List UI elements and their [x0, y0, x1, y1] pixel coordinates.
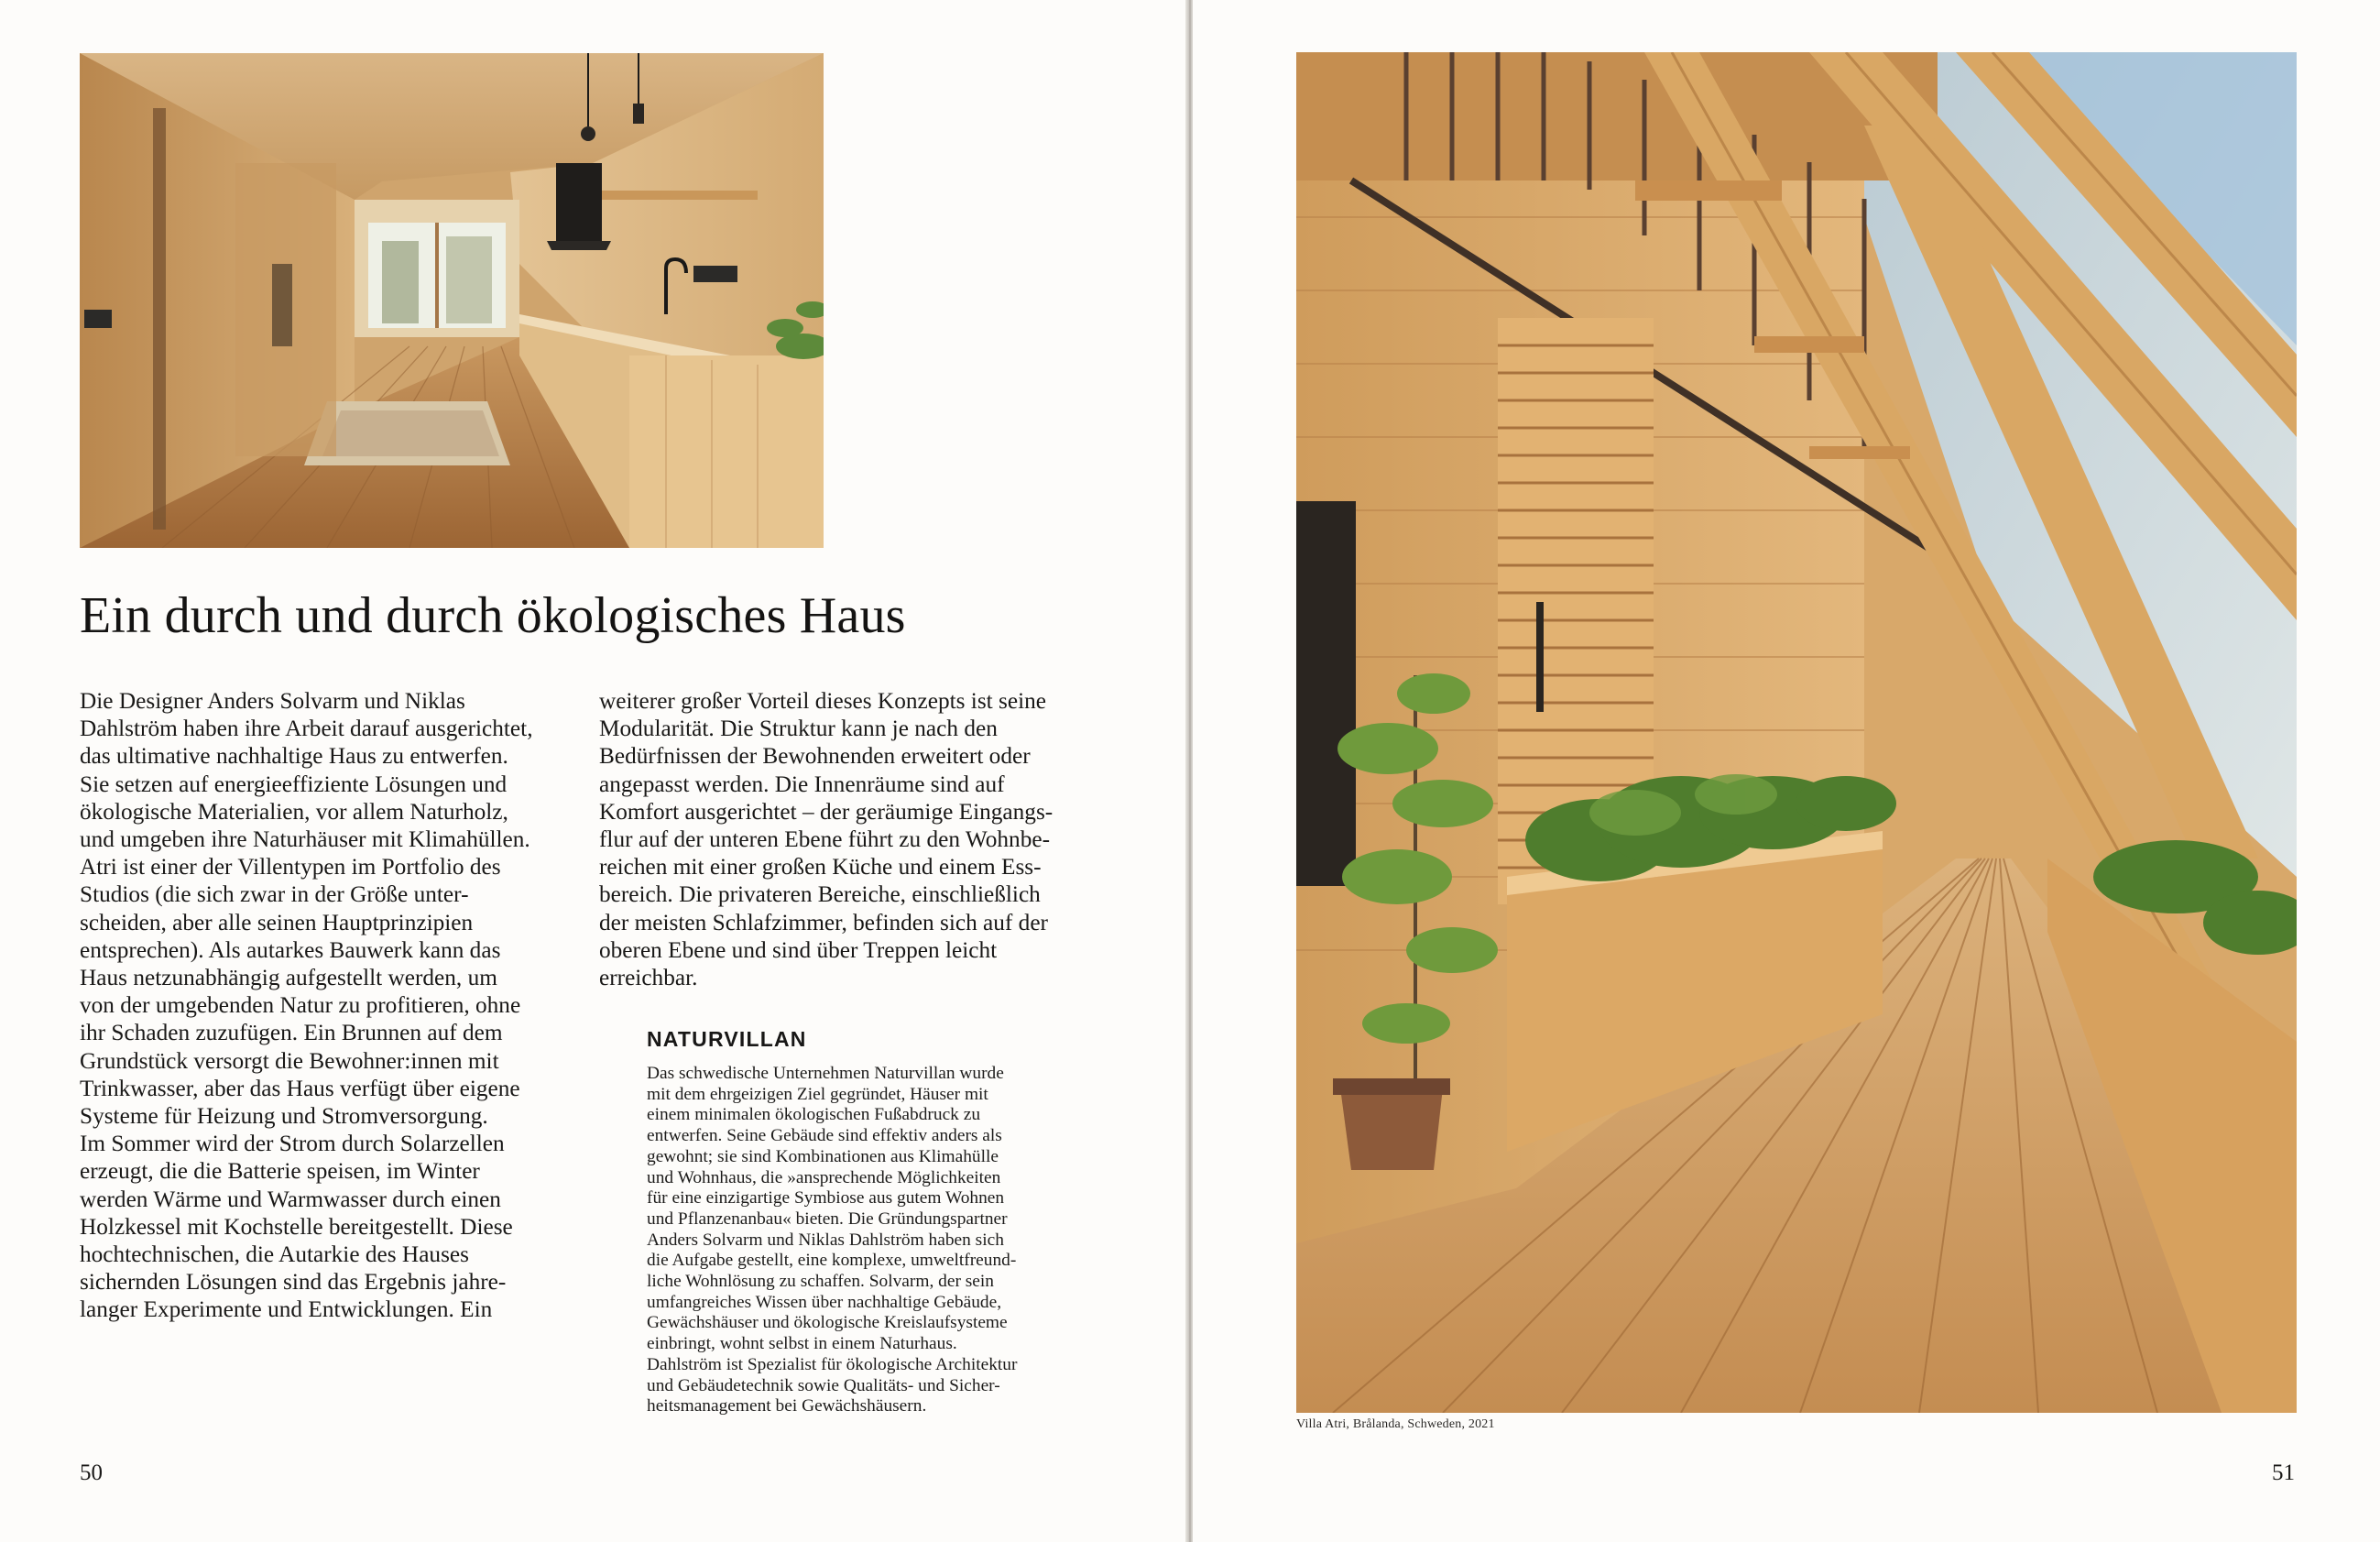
body-text-line: Trinkwasser, aber das Haus verfügt über eigene — [80, 1075, 520, 1101]
body-text-line: flur auf der unteren Ebene führt zu den Wohnbe- — [599, 826, 1050, 853]
body-text-line: ihr Schaden zuzufügen. Ein Brunnen auf dem — [80, 1020, 503, 1046]
body-text-line: scheiden, aber alle seinen Hauptprinzipien — [80, 909, 474, 935]
body-text-line: Die Designer Anders Solvarm und Niklas — [80, 688, 465, 714]
body-text-line: werden Wärme und Warmwasser durch einen — [80, 1186, 501, 1212]
sidebar-text-line: die Aufgabe gestellt, eine komplexe, umweltfreund- — [647, 1251, 1017, 1271]
body-text-line: entsprechen). Als autarkes Bauwerk kann das — [80, 936, 501, 963]
sidebar-text-line: und Pflanzenanbau« bieten. Die Gründungspartner — [647, 1208, 1008, 1229]
sidebar-text-line: einbringt, wohnt selbst in einem Naturhaus. — [647, 1334, 957, 1354]
body-text-line: Systeme für Heizung und Stromversorgung. — [80, 1103, 488, 1130]
body-text-line: sichernden Lösungen sind das Ergebnis jahre- — [80, 1269, 507, 1296]
body-text-line: reichen mit einer großen Küche und einem Ess- — [599, 854, 1042, 880]
body-text-line: Holzkessel mit Kochstelle bereitgestellt. Diese — [80, 1213, 513, 1240]
body-text-line: angepasst werden. Die Innenräume sind auf — [599, 771, 1005, 797]
body-text-line: Bedürfnissen der Bewohnenden erweitert oder — [599, 743, 1031, 770]
article-headline: Ein durch und durch ökologisches Haus — [80, 587, 906, 644]
sidebar-text-line: Dahlström ist Spezialist für ökologische Architektur — [647, 1354, 1018, 1374]
photo-caption: Villa Atri, Brålanda, Schweden, 2021 — [1296, 1417, 1495, 1431]
page-number-right: 51 — [2272, 1460, 2295, 1485]
body-text-line: Dahlström haben ihre Arbeit darauf ausgerichtet, — [80, 716, 533, 742]
body-text-column-2 — [599, 687, 1075, 991]
body-text-line: Komfort ausgerichtet – der geräumige Eingangs- — [599, 798, 1054, 825]
body-text-column-1 — [80, 687, 556, 1324]
sidebar-text-line: liche Wohnlösung zu schaffen. Solvarm, der sein — [647, 1272, 994, 1292]
sidebar-text-line: mit dem ehrgeizigen Ziel gegründet, Häuser mit — [647, 1084, 988, 1104]
body-text-line: Modularität. Die Struktur kann je nach den — [599, 716, 998, 742]
body-text-line: und umgeben ihre Naturhäuser mit Klimahüllen. — [80, 826, 530, 853]
body-text-line: bereich. Die privateren Bereiche, einschließlich — [599, 881, 1041, 908]
body-text-line: Grundstück versorgt die Bewohner:innen mit — [80, 1047, 499, 1074]
body-text-line: der meisten Schlafzimmer, befinden sich auf der — [599, 909, 1048, 935]
body-text-line: ökologische Materialien, vor allem Naturholz, — [80, 798, 508, 825]
greenhouse-photo — [1296, 52, 2297, 1413]
body-text-line: erzeugt, die die Batterie speisen, im Winter — [80, 1158, 480, 1185]
sidebar-title: NATURVILLAN — [647, 1027, 807, 1051]
body-text-line: langer Experimente und Entwicklungen. Ein — [80, 1296, 493, 1323]
left-page — [0, 0, 1187, 1542]
body-text-line: von der umgebenden Natur zu profitieren, ohne — [80, 992, 521, 1019]
body-text-line: weiterer großer Vorteil dieses Konzepts ist seine — [599, 688, 1047, 714]
body-text-line: Im Sommer wird der Strom durch Solarzellen — [80, 1131, 505, 1157]
sidebar-text-line: für eine einzigartige Symbiose aus gutem Wohnen — [647, 1188, 1005, 1208]
sidebar-text-line: gewohnt; sie sind Kombinationen aus Klimahülle — [647, 1146, 999, 1166]
body-text-line: erreichbar. — [599, 965, 698, 991]
body-text-line: Studios (die sich zwar in der Größe unter- — [80, 881, 469, 908]
body-text-line: Sie setzen auf energieeffiziente Lösungen und — [80, 771, 508, 797]
sidebar-text-line: Anders Solvarm und Niklas Dahlström haben sich — [647, 1230, 1004, 1250]
body-text-line: Haus netzunabhängig aufgestellt werden, um — [80, 965, 497, 991]
page-number-left: 50 — [80, 1460, 103, 1485]
sidebar-body — [647, 1064, 1086, 1417]
body-text-line: das ultimative nachhaltige Haus zu entwerfen. — [80, 743, 508, 770]
kitchen-photo — [80, 53, 824, 548]
naturvillan-sidebar — [647, 1025, 1086, 1417]
sidebar-text-line: einem minimalen ökologischen Fußabdruck zu — [647, 1105, 981, 1125]
sidebar-text-line: und Wohnhaus, die »ansprechende Möglichkeiten — [647, 1167, 1001, 1187]
body-text-line: Atri ist einer der Villentypen im Portfolio des — [80, 854, 501, 880]
sidebar-text-line: und Gebäudetechnik sowie Qualitäts- und Sicher- — [647, 1375, 1000, 1395]
sidebar-text-line: umfangreiches Wissen über nachhaltige Gebäude, — [647, 1292, 1002, 1312]
sidebar-text-line: Das schwedische Unternehmen Naturvillan wurde — [647, 1064, 1004, 1083]
body-text-line: hochtechnischen, die Autarkie des Hauses — [80, 1241, 469, 1268]
body-text-line: oberen Ebene und sind über Treppen leicht — [599, 936, 998, 963]
sidebar-text-line: heitsmanagement bei Gewächshäusern. — [647, 1396, 927, 1416]
sidebar-text-line: Gewächshäuser und ökologische Kreislaufsysteme — [647, 1313, 1008, 1333]
sidebar-text-line: entwerfen. Seine Gebäude sind effektiv anders als — [647, 1126, 1002, 1146]
